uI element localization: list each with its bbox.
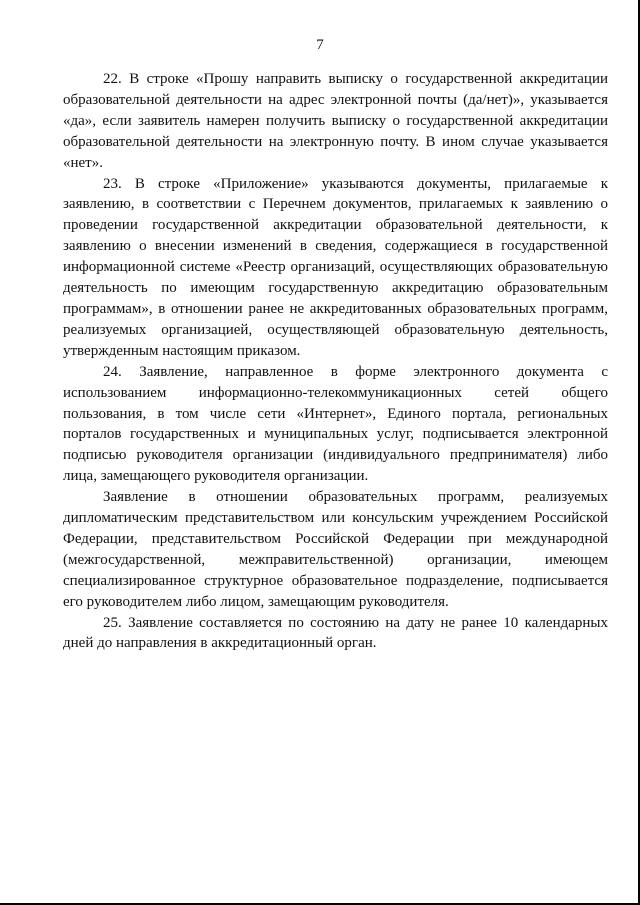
document-body <box>63 69 608 654</box>
page-number: 7 <box>316 37 324 53</box>
paragraph-24: 24. Заявление, направленное в форме электронного документа с использованием информационно-телекоммуникационных сетей общего пользования, в том числе сети «Интернет», Единого портала, региональных порталов государственных и муниципальных услуг, подписывается электронной подписью руководителя организации (индивидуального предпринимателя) либо лица, замещающего руководителя организации. <box>63 363 608 485</box>
paragraph-25: 25. Заявление составляется по состоянию на дату не ранее 10 календарных дней до направления в аккредитационный орган. <box>63 614 608 652</box>
paragraph-24-continued: Заявление в отношении образовательных программ, реализуемых дипломатическим представительством или консульским учреждением Российской Федерации, представительством Российской Федерации при международной (межгосударственной, межправительственной) организации, имеющем специализированное структурное образовательное подразделение, подписывается его руководителем либо лицом, замещающим руководителя. <box>63 489 608 610</box>
paragraph-23: 23. В строке «Приложение» указываются документы, прилагаемые к заявлению, в соответствии с Перечнем документов, прилагаемых к заявлению о проведении государственной аккредитации образовательной деятельности, к заявлению о внесении изменений в сведения, содержащиеся в государственной информационной системе «Реестр организаций, осуществляющих образовательную деятельность по имеющим государственную аккредитацию образовательным программам», в отношении ранее не аккредитованных образовательных программ, реализуемых организацией, осуществляющей образовательную деятельность, утвержденным настоящим приказом. <box>63 175 608 359</box>
paragraph-22: 22. В строке «Прошу направить выписку о государственной аккредитации образовательной деятельности на адрес электронной почты (да/нет)», указывается «да», если заявитель намерен получить выписку о государственной аккредитации образовательной деятельности на электронную почту. В ином случае указывается «нет». <box>63 71 608 171</box>
